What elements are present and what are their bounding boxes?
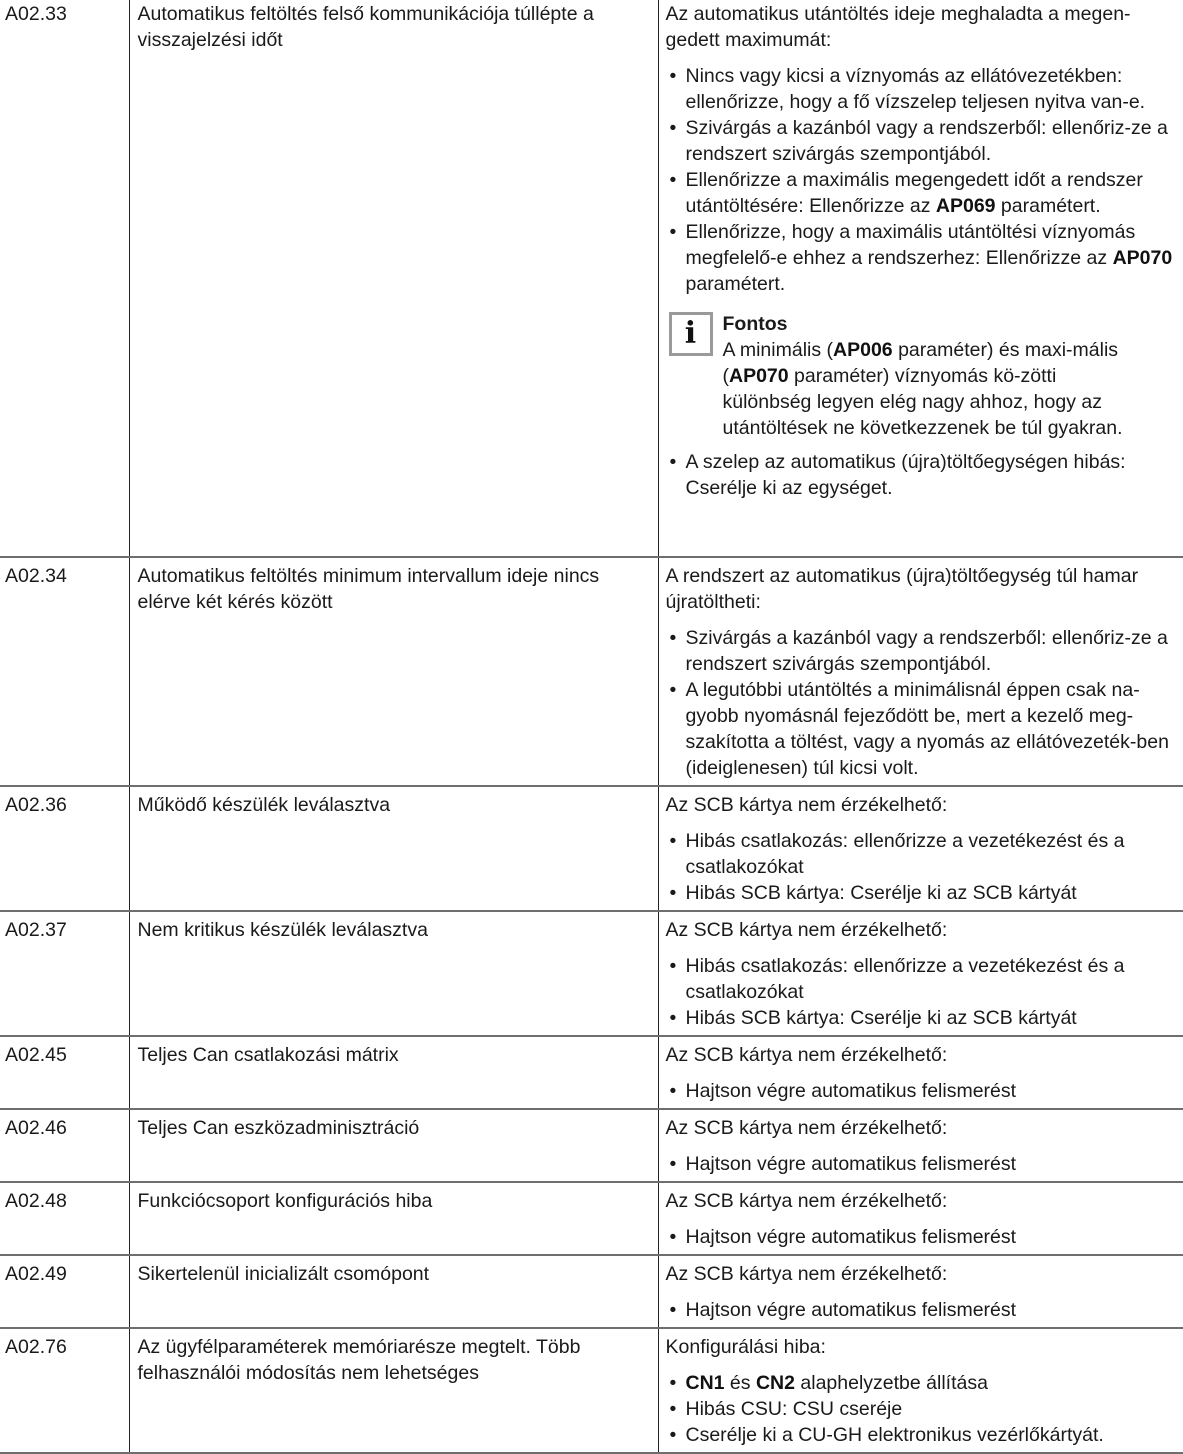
error-description: Nem kritikus készülék leválasztva bbox=[129, 911, 658, 1036]
solution-item: • Hibás SCB kártya: Cserélje ki az SCB kártyát bbox=[666, 880, 1182, 906]
table-row bbox=[0, 911, 1183, 1036]
error-description: Automatikus feltöltés minimum intervallum ideje nincs elérve két kérés között bbox=[129, 557, 658, 786]
table-row bbox=[0, 557, 1183, 786]
solution-intro: Az SCB kártya nem érzékelhető: bbox=[665, 1263, 948, 1285]
solution-list bbox=[666, 625, 1182, 781]
table-row bbox=[0, 1255, 1183, 1328]
important-note bbox=[669, 311, 1182, 441]
table-row bbox=[0, 0, 1183, 557]
solution-list bbox=[666, 1151, 1182, 1177]
table-row bbox=[0, 1109, 1183, 1182]
solution-item: • Hajtson végre automatikus felismerést bbox=[666, 1151, 1182, 1177]
solution-list bbox=[666, 63, 1182, 297]
solution-item: • Ellenőrizze, hogy a maximális utántöltési víznyomás megfelelő-e ehhez a rendszerhez: Ellenőrizze az AP070 paramétert. bbox=[666, 219, 1182, 297]
error-description: Az ügyfélparaméterek memóriarésze megtelt. Több felhasználói módosítás nem lehetséges bbox=[129, 1328, 658, 1453]
error-description: Teljes Can eszközadminisztráció bbox=[129, 1109, 658, 1182]
parameter-code: AP069 bbox=[935, 195, 996, 217]
error-code: A02.46 bbox=[0, 1109, 129, 1182]
solution-item: • Hajtson végre automatikus felismerést bbox=[666, 1078, 1182, 1104]
solution-list bbox=[666, 953, 1182, 1031]
solution-intro: A rendszert az automatikus (újra)töltőegység túl hamar újratöltheti: bbox=[665, 565, 1139, 613]
solution-intro: Az SCB kártya nem érzékelhető: bbox=[665, 1190, 948, 1212]
solution-item: • Hibás csatlakozás: ellenőrizze a vezetékezést és a csatlakozókat bbox=[666, 828, 1182, 880]
solution-intro: Az SCB kártya nem érzékelhető: bbox=[665, 919, 948, 941]
error-solution bbox=[658, 1182, 1183, 1255]
solution-item: • A legutóbbi utántöltés a minimálisnál éppen csak na-gyobb nyomásnál fejeződött be, mert a kezelő meg-szakította a töltést, vagy a nyomás az ellátóvezeték-ben (ideiglenesen) túl kicsi volt. bbox=[666, 677, 1182, 781]
solution-item: • Szivárgás a kazánból vagy a rendszerből: ellenőriz-ze a rendszert szivárgás szempontjából. bbox=[666, 115, 1182, 167]
solution-list bbox=[666, 828, 1182, 906]
solution-intro: Konfigurálási hiba: bbox=[665, 1336, 826, 1358]
solution-item: • Hajtson végre automatikus felismerést bbox=[666, 1297, 1182, 1323]
error-code: A02.48 bbox=[0, 1182, 129, 1255]
solution-item: • Hibás CSU: CSU cseréje bbox=[666, 1396, 1182, 1422]
error-description: Teljes Can csatlakozási mátrix bbox=[129, 1036, 658, 1109]
error-code: A02.76 bbox=[0, 1328, 129, 1453]
solution-item: • Ellenőrizze a maximális megengedett időt a rendszer utántöltésére: Ellenőrizze az AP069 paramétert. bbox=[666, 167, 1182, 219]
error-solution bbox=[658, 557, 1183, 786]
connector-code: CN2 bbox=[755, 1372, 795, 1394]
table-row bbox=[0, 1036, 1183, 1109]
error-description: Sikertelenül inicializált csomópont bbox=[129, 1255, 658, 1328]
table-row bbox=[0, 1328, 1183, 1453]
error-code: A02.37 bbox=[0, 911, 129, 1036]
solution-list bbox=[666, 1224, 1182, 1250]
note-title: Fontos bbox=[722, 313, 788, 335]
note-body bbox=[723, 311, 1123, 441]
solution-item: • A szelep az automatikus (újra)töltőegységen hibás: Cserélje ki az egységet. bbox=[666, 449, 1182, 501]
solution-item: • Hibás csatlakozás: ellenőrizze a vezetékezést és a csatlakozókat bbox=[666, 953, 1182, 1005]
error-description: Funkciócsoport konfigurációs hiba bbox=[129, 1182, 658, 1255]
solution-item: • Nincs vagy kicsi a víznyomás az ellátóvezetékben: ellenőrizze, hogy a fő vízszelep teljesen nyitva van-e. bbox=[666, 63, 1182, 115]
solution-intro: Az SCB kártya nem érzékelhető: bbox=[665, 1117, 948, 1139]
error-code: A02.34 bbox=[0, 557, 129, 786]
solution-list bbox=[666, 449, 1182, 501]
error-solution bbox=[658, 911, 1183, 1036]
error-code: A02.36 bbox=[0, 786, 129, 911]
table-row bbox=[0, 786, 1183, 911]
error-description: Automatikus feltöltés felső kommunikációja túllépte a visszajelzési időt bbox=[129, 0, 658, 557]
error-code: A02.45 bbox=[0, 1036, 129, 1109]
error-solution bbox=[658, 786, 1183, 911]
error-code: A02.33 bbox=[0, 0, 129, 557]
error-solution bbox=[658, 1255, 1183, 1328]
solution-list bbox=[666, 1370, 1182, 1448]
error-solution bbox=[658, 1328, 1183, 1453]
parameter-code: AP070 bbox=[1112, 247, 1173, 269]
connector-code: CN1 bbox=[685, 1372, 725, 1394]
error-code: A02.49 bbox=[0, 1255, 129, 1328]
solution-intro: Az SCB kártya nem érzékelhető: bbox=[665, 794, 948, 816]
note-text: A minimális (AP006 paraméter) és maxi-mális (AP070 paraméter) víznyomás kö-zötti különbség legyen elég nagy ahhoz, hogy az utántöltések ne következzenek be túl gyakran. bbox=[722, 339, 1123, 439]
solution-item: • Cserélje ki a CU-GH elektronikus vezérlőkártyát. bbox=[666, 1422, 1182, 1448]
solution-list bbox=[666, 1078, 1182, 1104]
info-icon: i bbox=[669, 312, 713, 356]
error-solution bbox=[658, 1036, 1183, 1109]
solution-item: • Hajtson végre automatikus felismerést bbox=[666, 1224, 1182, 1250]
error-solution bbox=[658, 1109, 1183, 1182]
error-solution bbox=[658, 0, 1183, 557]
error-description: Működő készülék leválasztva bbox=[129, 786, 658, 911]
solution-item: • Szivárgás a kazánból vagy a rendszerből: ellenőriz-ze a rendszert szivárgás szempontjából. bbox=[666, 625, 1182, 677]
solution-item: • Hibás SCB kártya: Cserélje ki az SCB kártyát bbox=[666, 1005, 1182, 1031]
solution-intro: Az SCB kártya nem érzékelhető: bbox=[665, 1044, 948, 1066]
solution-intro: Az automatikus utántöltés ideje meghaladta a megen-gedett maximumát: bbox=[665, 3, 1131, 51]
table-row bbox=[0, 1182, 1183, 1255]
solution-list bbox=[666, 1297, 1182, 1323]
solution-item: • CN1 és CN2 alaphelyzetbe állítása bbox=[666, 1370, 1182, 1396]
